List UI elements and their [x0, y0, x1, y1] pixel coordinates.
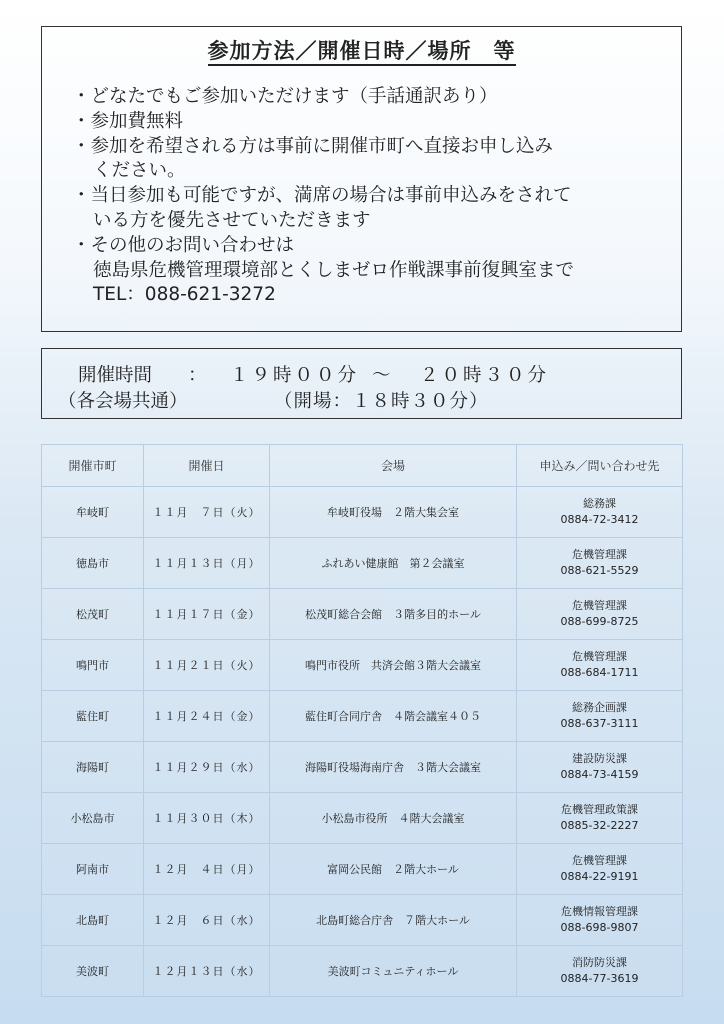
- cell-contact: [517, 589, 683, 640]
- header-date: 開催日: [144, 445, 270, 487]
- table-header-row: [42, 445, 683, 487]
- contact-tel: 0884-73-4159: [560, 768, 639, 781]
- header-venue: 会場: [270, 445, 517, 487]
- table-row: [42, 538, 683, 589]
- cell-date: １１月２９日（水）: [144, 742, 270, 793]
- contact-dept: 総務課: [583, 497, 616, 510]
- contact-dept: 建設防災課: [572, 752, 627, 765]
- contact-dept: 危機管理政策課: [561, 803, 638, 816]
- table-row: [42, 742, 683, 793]
- table-row: [42, 793, 683, 844]
- cell-venue: 美波町コミュニティホール: [270, 946, 517, 997]
- bullet-line: [72, 283, 574, 308]
- table-row: [42, 946, 683, 997]
- cell-date: １１月２１日（火）: [144, 640, 270, 691]
- hours-note: （各会場共通）: [58, 391, 188, 412]
- cell-contact: [517, 844, 683, 895]
- info-bullet-list: [72, 85, 574, 308]
- bullet-line: [72, 259, 574, 284]
- bullet-marker: ・: [72, 234, 91, 256]
- cell-town: 小松島市: [42, 793, 144, 844]
- contact-tel: 0884-77-3619: [560, 972, 639, 985]
- contact-tel: 088-699-8725: [560, 615, 639, 628]
- cell-town: 阿南市: [42, 844, 144, 895]
- bullet-text: どなたでもご参加いただけます（手話通訳あり）: [90, 86, 498, 107]
- cell-town: 藍住町: [42, 691, 144, 742]
- hours-tilde: ～: [372, 365, 391, 386]
- info-title: 参加方法／開催日時／場所 等: [42, 35, 681, 65]
- contact-tel: 0885-32-2227: [560, 819, 639, 832]
- contact-tel: 088-621-5529: [560, 564, 639, 577]
- cell-town: 北島町: [42, 895, 144, 946]
- table-row: [42, 895, 683, 946]
- bullet-text: TEL：088-621-3272: [93, 284, 276, 306]
- header-town: 開催市町: [42, 445, 144, 487]
- bullet-text: いる方を優先させていただきます: [93, 209, 371, 231]
- contact-dept: 消防防災課: [572, 956, 627, 969]
- hours-colon: ：: [188, 365, 207, 386]
- table-row: [42, 589, 683, 640]
- cell-contact: [517, 742, 683, 793]
- bullet-line: [72, 110, 574, 135]
- cell-town: 美波町: [42, 946, 144, 997]
- cell-date: １１月１７日（金）: [144, 589, 270, 640]
- hours-label: 開催時間: [78, 365, 153, 386]
- bullet-line: [72, 209, 574, 234]
- contact-dept: 危機管理課: [572, 650, 627, 663]
- cell-town: 徳島市: [42, 538, 144, 589]
- bullet-marker: ・: [72, 110, 91, 132]
- bullet-line: [72, 234, 574, 259]
- contact-tel: 088-698-9807: [560, 921, 639, 934]
- cell-date: １２月 ４日（月）: [144, 844, 270, 895]
- cell-venue: 富岡公民館 ２階大ホール: [270, 844, 517, 895]
- cell-contact: [517, 793, 683, 844]
- bullet-text: 参加費無料: [90, 110, 184, 132]
- cell-date: １１月２４日（金）: [144, 691, 270, 742]
- cell-contact: [517, 640, 683, 691]
- cell-town: 鳴門市: [42, 640, 144, 691]
- contact-tel: 0884-22-9191: [560, 870, 639, 883]
- table-row: [42, 640, 683, 691]
- bullet-marker: ・: [72, 86, 91, 107]
- cell-date: １２月１３日（水）: [144, 946, 270, 997]
- cell-venue: 鳴門市役所 共済会館３階大会議室: [270, 640, 517, 691]
- cell-venue: ふれあい健康館 第２会議室: [270, 538, 517, 589]
- table-row: [42, 487, 683, 538]
- cell-date: １１月３０日（木）: [144, 793, 270, 844]
- contact-dept: 危機情報管理課: [561, 905, 638, 918]
- header-contact: 申込み／問い合わせ先: [517, 445, 683, 487]
- contact-dept: 危機管理課: [572, 599, 627, 612]
- info-box: [41, 26, 682, 332]
- bullet-text: 当日参加も可能ですが、満席の場合は事前申込みをされて: [90, 185, 572, 207]
- cell-contact: [517, 487, 683, 538]
- bullet-line: [72, 159, 574, 184]
- cell-contact: [517, 691, 683, 742]
- bullet-marker: ・: [72, 185, 91, 207]
- bullet-text: ください。: [93, 160, 186, 182]
- contact-tel: 088-684-1711: [560, 666, 639, 679]
- bullet-text: その他のお問い合わせは: [90, 234, 295, 256]
- bullet-marker: ・: [72, 135, 91, 157]
- contact-tel: 0884-72-3412: [560, 513, 639, 526]
- cell-town: 牟岐町: [42, 487, 144, 538]
- cell-venue: 松茂町総合会館 ３階多目的ホール: [270, 589, 517, 640]
- cell-contact: [517, 946, 683, 997]
- bullet-line: [72, 135, 574, 160]
- cell-venue: 小松島市役所 ４階大会議室: [270, 793, 517, 844]
- bullet-line: [72, 184, 574, 209]
- cell-date: １１月１３日（月）: [144, 538, 270, 589]
- contact-dept: 総務企画課: [572, 701, 627, 714]
- cell-contact: [517, 538, 683, 589]
- contact-tel: 088-637-3111: [560, 717, 639, 730]
- cell-venue: 海陽町役場海南庁舎 ３階大会議室: [270, 742, 517, 793]
- hours-box: [41, 348, 682, 419]
- cell-venue: 牟岐町役場 ２階大集会室: [270, 487, 517, 538]
- table-row: [42, 691, 683, 742]
- cell-date: １２月 ６日（水）: [144, 895, 270, 946]
- bullet-text: 徳島県危機管理環境部とくしまゼロ作戦課事前復興室まで: [93, 259, 575, 281]
- cell-date: １１月 ７日（火）: [144, 487, 270, 538]
- hours-end: ２０時３０分: [420, 365, 550, 386]
- cell-venue: 北島町総合庁舎 ７階大ホール: [270, 895, 517, 946]
- cell-contact: [517, 895, 683, 946]
- cell-town: 松茂町: [42, 589, 144, 640]
- contact-dept: 危機管理課: [572, 548, 627, 561]
- cell-town: 海陽町: [42, 742, 144, 793]
- doors-open: （開場：１８時３０分）: [274, 391, 489, 412]
- hours-start: １９時００分: [230, 365, 360, 386]
- table-row: [42, 844, 683, 895]
- bullet-text: 参加を希望される方は事前に開催市町へ直接お申し込み: [90, 135, 554, 157]
- schedule-table: [41, 444, 683, 997]
- cell-venue: 藍住町合同庁舎 ４階会議室４０５: [270, 691, 517, 742]
- contact-dept: 危機管理課: [572, 854, 627, 867]
- bullet-line: [72, 85, 574, 110]
